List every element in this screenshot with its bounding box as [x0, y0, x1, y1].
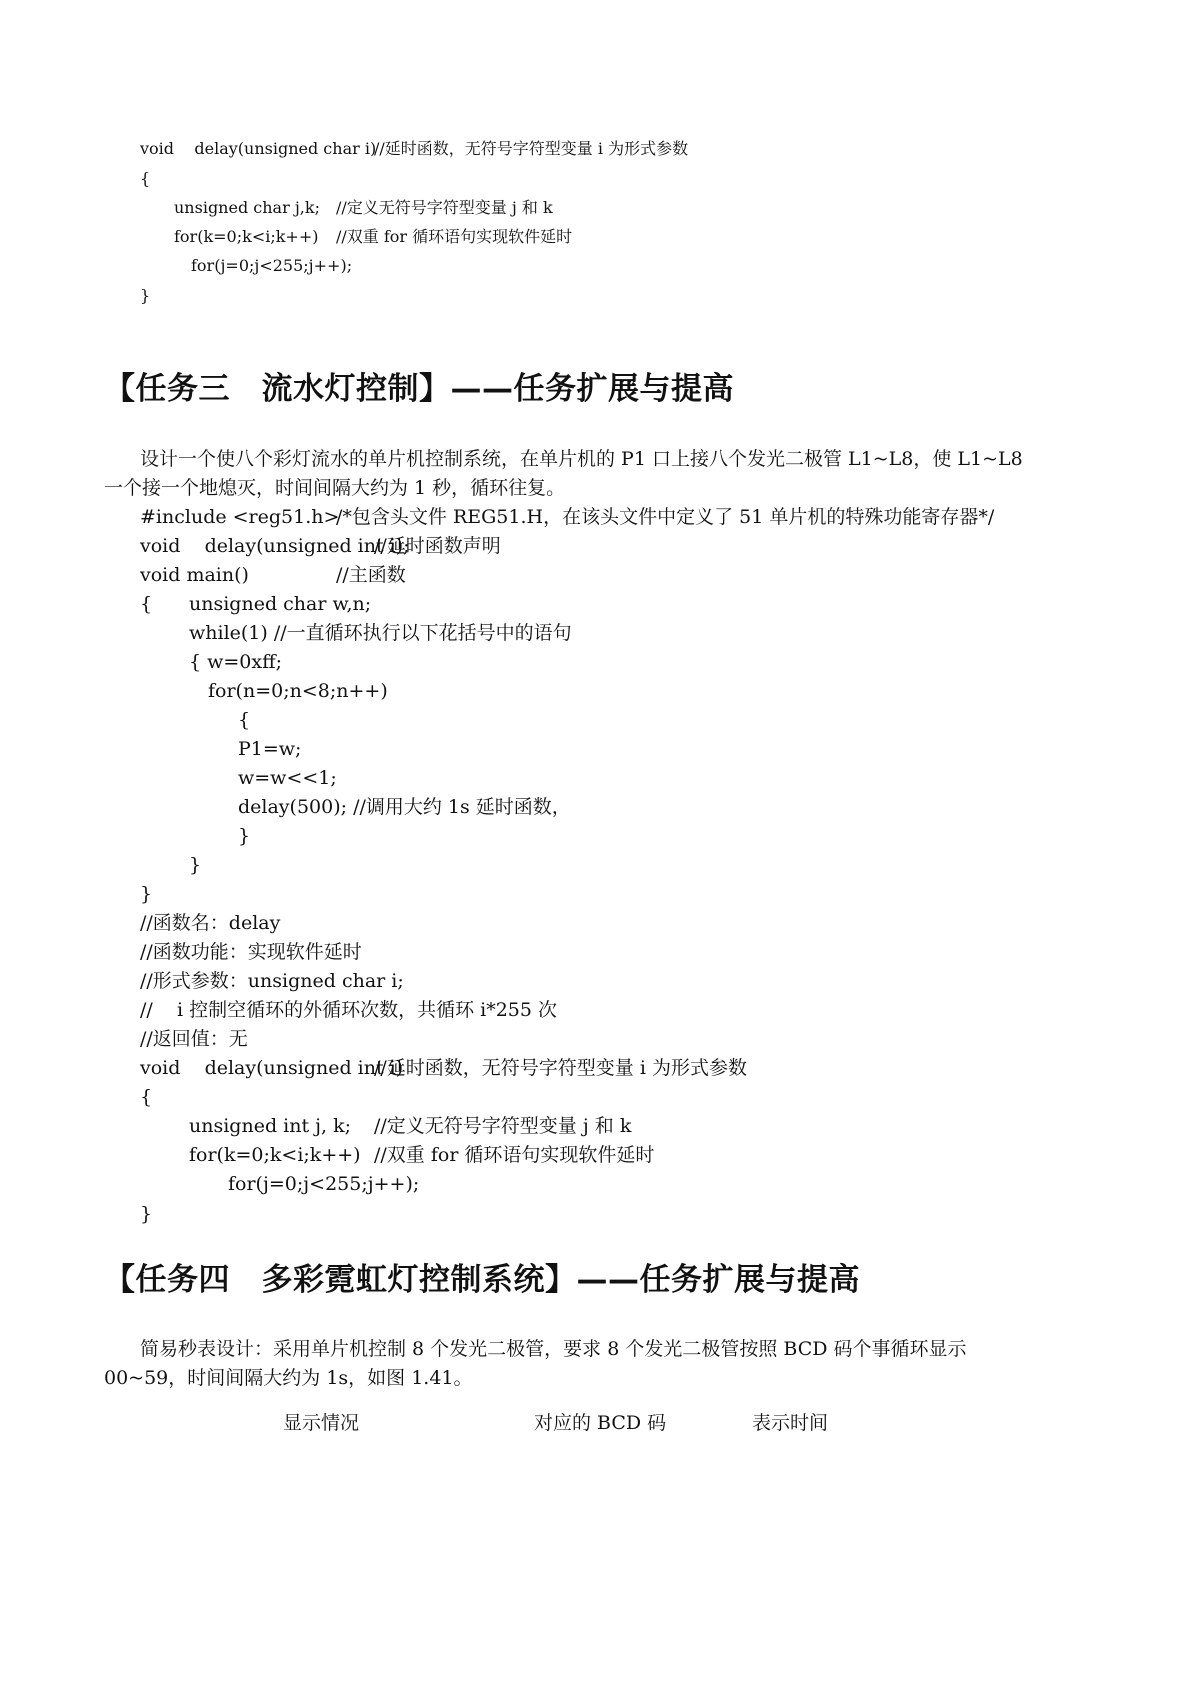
task4-paragraph-line1: 简易秒表设计：采用单片机控制 8 个发光二极管，要求 8 个发光二极管按照 BCD 码个事循环显示	[140, 1338, 967, 1360]
code-comment: //延时函数，无符号字符型变量 i 为形式参数	[374, 139, 689, 158]
code-line: }	[140, 883, 153, 905]
code-line: for(k=0;k<i;k++)	[174, 227, 319, 246]
code-line: {	[140, 593, 153, 615]
code-line: void delay(unsigned int i);	[140, 535, 410, 557]
code-comment: //双重 for 循环语句实现软件延时	[374, 1144, 655, 1166]
code-comment: //定义无符号字符型变量 j 和 k	[374, 1115, 632, 1137]
code-line: void delay(unsigned char i)	[140, 139, 377, 158]
code-line: //函数功能：实现软件延时	[140, 941, 362, 963]
code-line: #include <reg51.h>	[140, 506, 340, 528]
table-header-display: 显示情况	[283, 1412, 360, 1434]
task3-paragraph-line2: 一个接一个地熄灭，时间间隔大约为 1 秒，循环往复。	[104, 477, 566, 499]
table-header-time: 表示时间	[752, 1412, 829, 1434]
code-line: for(n=0;n<8;n++)	[208, 680, 388, 702]
code-line: {	[140, 1086, 153, 1108]
code-line: }	[140, 286, 151, 305]
code-line: // i 控制空循环的外循环次数，共循环 i*255 次	[140, 999, 557, 1021]
code-line: unsigned char w,n;	[189, 593, 372, 615]
code-line: }	[238, 825, 251, 847]
code-line: {	[140, 169, 151, 188]
code-line: void main()	[140, 564, 249, 586]
task4-paragraph-line2: 00~59，时间间隔大约为 1s，如图 1.41。	[104, 1367, 473, 1389]
code-line: P1=w;	[238, 738, 302, 760]
code-line: unsigned int j, k;	[189, 1115, 352, 1137]
code-line: {	[238, 709, 251, 731]
code-line: for(k=0;k<i;k++)	[189, 1144, 361, 1166]
code-line: //函数名：delay	[140, 912, 281, 934]
code-line: //返回值：无	[140, 1028, 248, 1050]
code-line: }	[189, 854, 202, 876]
section-heading-task4: 【任务四 多彩霓虹灯控制系统】——任务扩展与提高	[104, 1262, 860, 1298]
code-comment: //主函数	[336, 564, 406, 586]
code-line: //形式参数：unsigned char i;	[140, 970, 404, 992]
section-heading-task3: 【任务三 流水灯控制】——任务扩展与提高	[104, 371, 734, 407]
code-line: { w=0xff;	[189, 651, 283, 673]
code-comment: //延时函数声明	[374, 535, 501, 557]
code-line: for(j=0;j<255;j++);	[228, 1173, 420, 1195]
code-comment: /*包含头文件 REG51.H，在该头文件中定义了 51 单片机的特殊功能寄存器*/	[336, 506, 995, 528]
code-line: for(j=0;j<255;j++);	[191, 256, 353, 275]
code-line: w=w<<1;	[238, 767, 337, 789]
task3-paragraph-line1: 设计一个使八个彩灯流水的单片机控制系统，在单片机的 P1 口上接八个发光二极管 L1~L8，使 L1~L8	[140, 448, 1023, 470]
table-header-bcd: 对应的 BCD 码	[534, 1412, 667, 1434]
code-line: void delay(unsigned int i)	[140, 1057, 404, 1079]
code-line: }	[140, 1203, 153, 1225]
code-line: delay(500); //调用大约 1s 延时函数，	[238, 796, 571, 818]
code-comment: //双重 for 循环语句实现软件延时	[336, 227, 573, 246]
code-line: while(1) //一直循环执行以下花括号中的语句	[189, 622, 572, 644]
code-line: unsigned char j,k;	[174, 198, 320, 217]
code-comment: //定义无符号字符型变量 j 和 k	[336, 198, 553, 217]
code-comment: //延时函数，无符号字符型变量 i 为形式参数	[374, 1057, 747, 1079]
